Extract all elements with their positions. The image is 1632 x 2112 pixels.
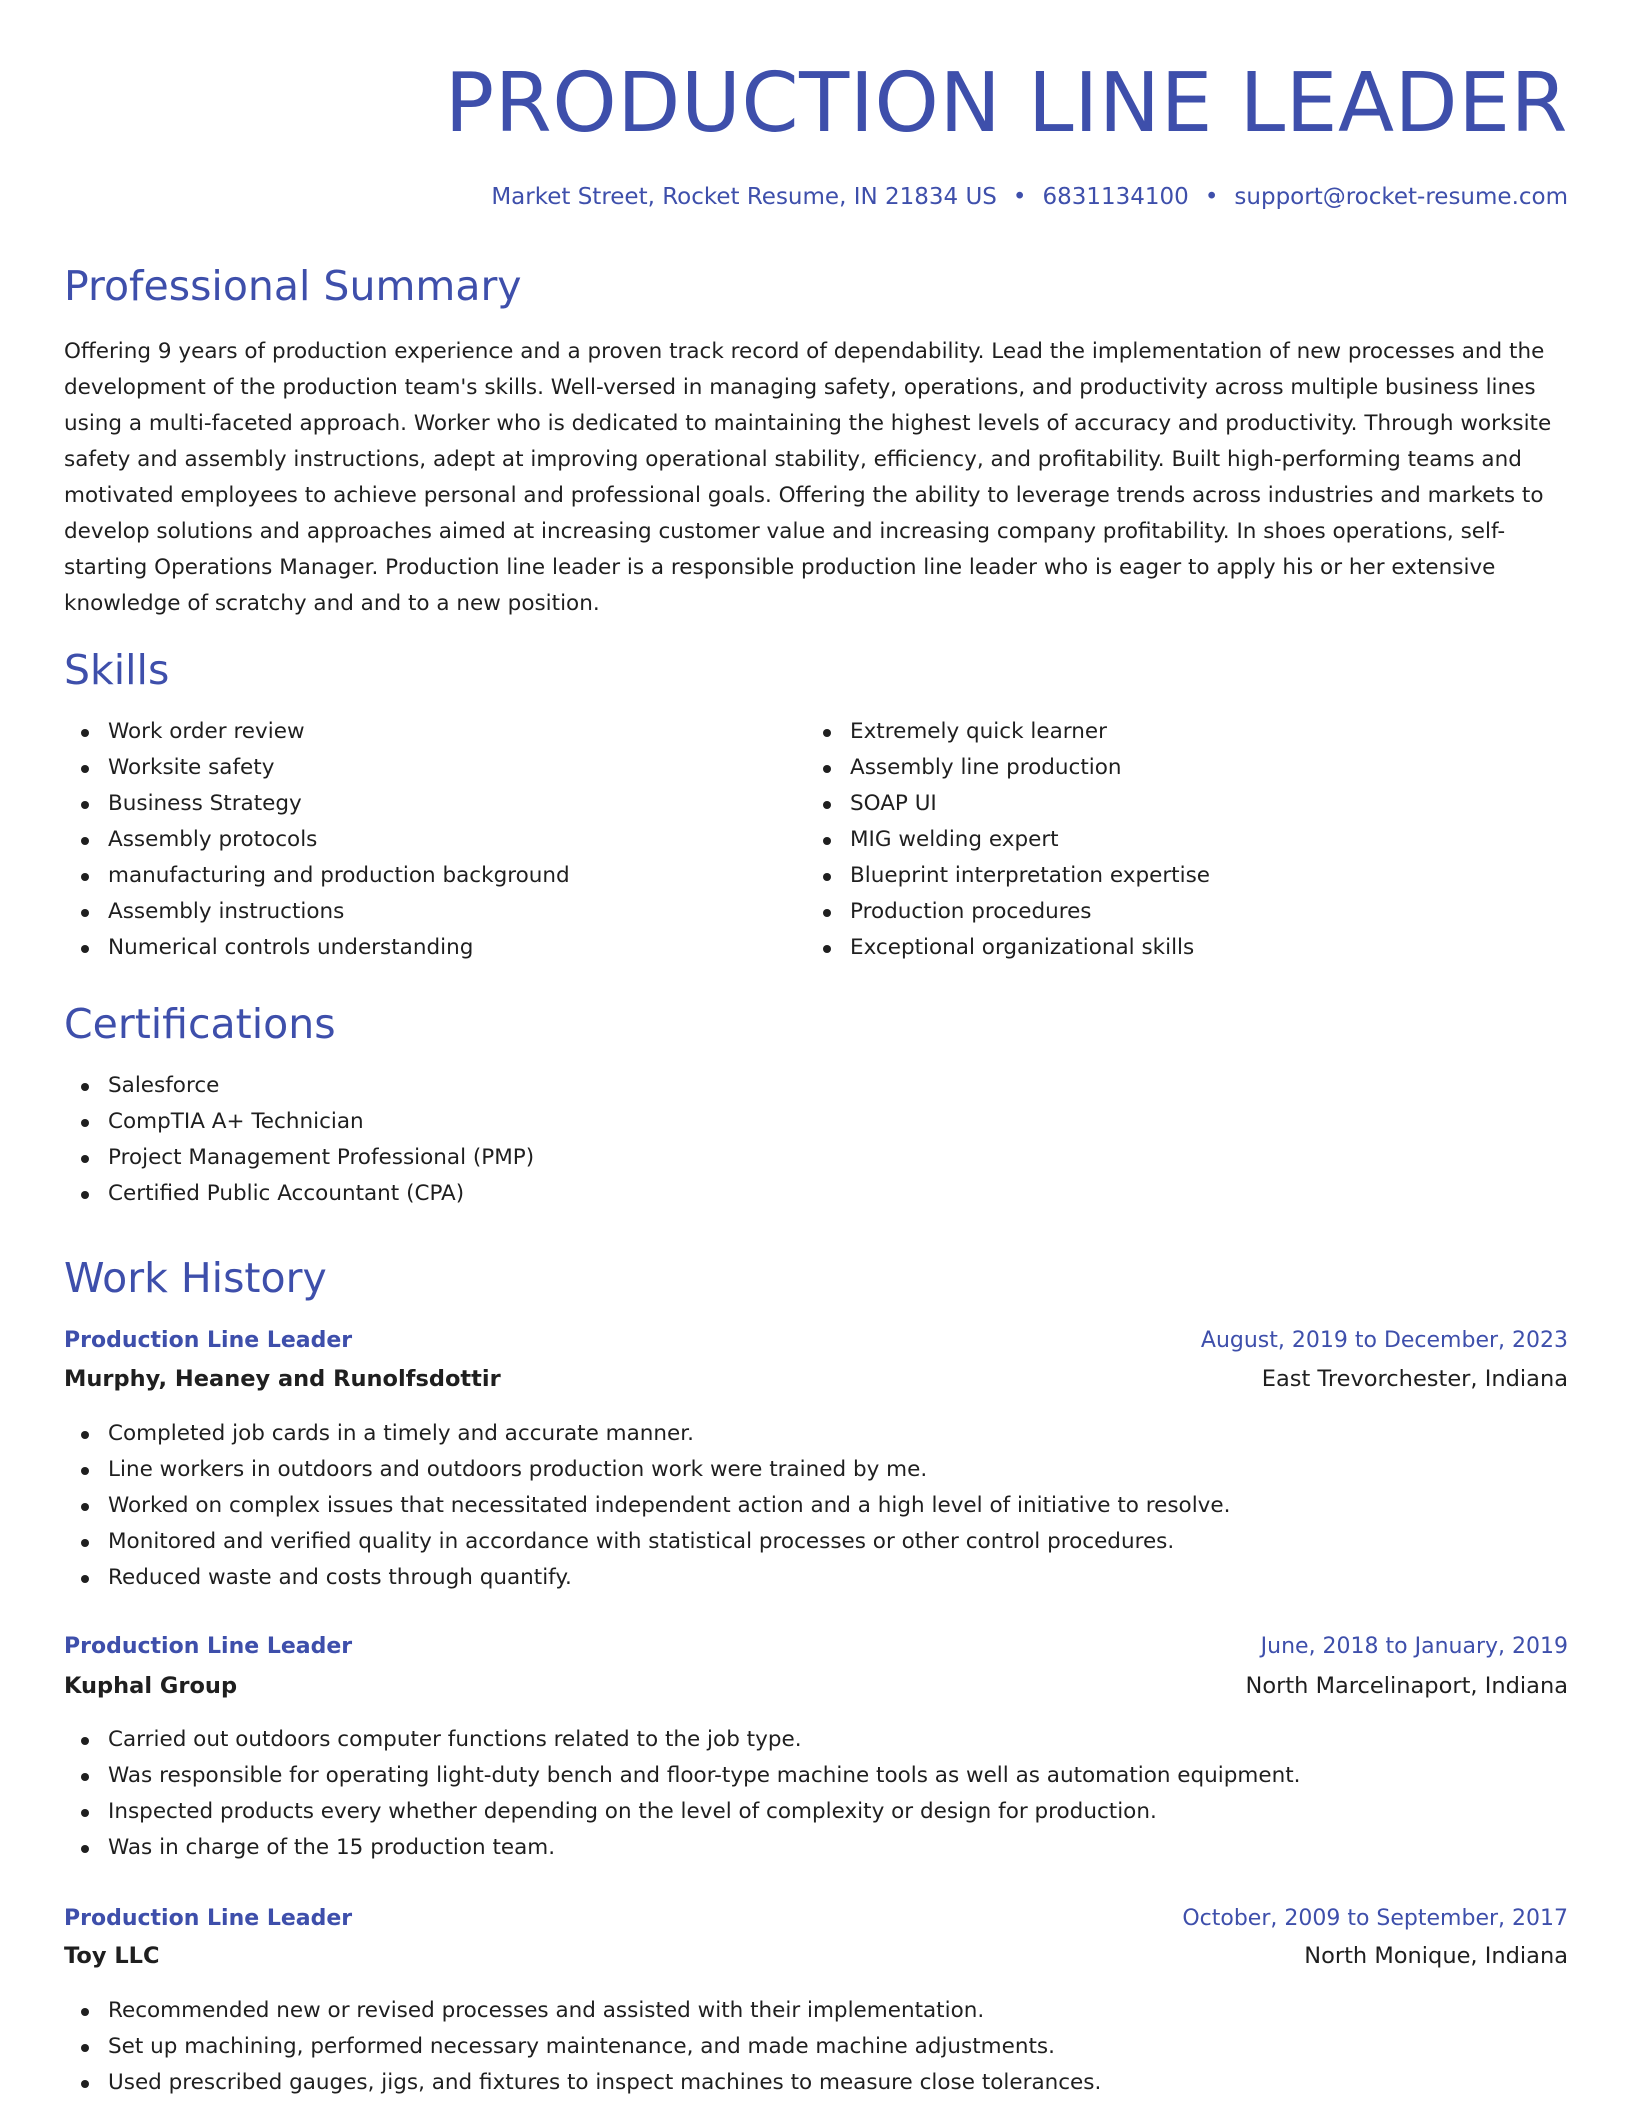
bullet-dot — [81, 1737, 89, 1745]
certification-text: Certified Public Accountant (CPA) — [108, 1181, 465, 1206]
bullet-dot — [81, 2044, 89, 2052]
certifications-heading: Certifications — [64, 1000, 336, 1048]
skill-text: Exceptional organizational skills — [850, 935, 1195, 960]
skill-text: Numerical controls understanding — [108, 935, 474, 960]
job-bullet-text: Worked on complex issues that necessitated independent action and a high level of initiative to resolve. — [108, 1493, 1231, 1518]
job-bullet — [64, 1488, 1230, 1524]
bullet-dot — [81, 765, 89, 773]
skill-text: Assembly line production — [850, 755, 1122, 780]
skill-text: Production procedures — [850, 899, 1092, 924]
job-bullet-text: Line workers in outdoors and outdoors production work were trained by me. — [108, 1457, 928, 1482]
skill-item — [806, 930, 1210, 966]
bullet-dot — [81, 1809, 89, 1817]
bullet-dot — [823, 801, 831, 809]
job-bullets — [64, 1722, 1301, 1866]
job-title: Production Line Leader — [64, 1906, 353, 1931]
summary-text: Offering 9 years of production experience and a proven track record of dependability. Lead the implementation of new processes and the development of the production team's skills. Well-versed in managing safety, operations, and productivity across multiple business lines using a multi-faceted approach. Worker who is dedicated to maintaining the highest levels of accuracy and productivity. Through worksite safety and assembly instructions, adept at improving operational stability, efficiency, and profitability. Built high-performing teams and motivated employees to achieve personal and professional goals. Offering the ability to leverage trends across industries and markets to develop solutions and approaches aimed at increasing customer value and increasing company profitability. In shoes operations, self-starting Operations Manager. Production line leader is a responsible production line leader who is eager to apply his or her extensive knowledge of scratchy and and to a new position. — [64, 339, 1552, 616]
job-bullet-text: Carried out outdoors computer functions related to the job type. — [108, 1727, 802, 1752]
job-company: Toy LLC — [64, 1943, 160, 1969]
skill-text: SOAP UI — [850, 791, 937, 816]
bullet-dot — [81, 1539, 89, 1547]
certification-text: Salesforce — [108, 1073, 220, 1098]
job-dates: August, 2019 to December, 2023 — [1200, 1328, 1568, 1353]
job-bullet-text: Completed job cards in a timely and accurate manner. — [108, 1421, 694, 1446]
skill-text: MIG welding expert — [850, 827, 1059, 852]
job-bullet-text: Was responsible for operating light-duty bench and floor-type machine tools as well as automation equipment. — [108, 1763, 1301, 1788]
job-bullet — [64, 1416, 1230, 1452]
skill-text: Assembly protocols — [108, 827, 318, 852]
certification-item — [64, 1104, 534, 1140]
job-bullet — [64, 1524, 1230, 1560]
skill-item — [64, 894, 570, 930]
bullet-dot — [81, 1575, 89, 1583]
certification-text: CompTIA A+ Technician — [108, 1109, 364, 1134]
skill-text: Worksite safety — [108, 755, 275, 780]
contact-separator: • — [1204, 184, 1219, 210]
bullet-dot — [823, 837, 831, 845]
bullet-dot — [823, 873, 831, 881]
skill-text: Assembly instructions — [108, 899, 345, 924]
job-title: Production Line Leader — [64, 1328, 353, 1353]
skill-item — [64, 822, 570, 858]
bullet-dot — [823, 729, 831, 737]
job-bullet-text: Inspected products every whether depending on the level of complexity or design for production. — [108, 1799, 1157, 1824]
skill-text: manufacturing and production background — [108, 863, 570, 888]
skill-text: Business Strategy — [108, 791, 302, 816]
bullet-dot — [81, 1845, 89, 1853]
job-location: North Monique, Indiana — [1304, 1943, 1568, 1969]
job-bullet — [64, 2029, 1101, 2065]
contact-phone: 6831134100 — [1042, 184, 1189, 210]
bullet-dot — [81, 729, 89, 737]
candidate-name: PRODUCTION LINE LEADER — [444, 56, 1568, 151]
skill-item — [64, 858, 570, 894]
job-bullets — [64, 1416, 1230, 1596]
bullet-dot — [823, 765, 831, 773]
job-bullet-text: Reduced waste and costs through quantify. — [108, 1565, 572, 1590]
contact-separator: • — [1012, 184, 1027, 210]
bullet-dot — [81, 1773, 89, 1781]
job-dates: June, 2018 to January, 2019 — [1260, 1634, 1568, 1659]
job-dates: October, 2009 to September, 2017 — [1182, 1906, 1568, 1931]
job-location: North Marcelinaport, Indiana — [1245, 1673, 1568, 1699]
skills-heading: Skills — [64, 646, 170, 694]
job-title: Production Line Leader — [64, 1634, 353, 1659]
skills-list-left — [64, 714, 570, 966]
bullet-dot — [81, 1467, 89, 1475]
bullet-dot — [81, 2080, 89, 2088]
contact-email: support@rocket-resume.com — [1234, 184, 1568, 210]
skill-item — [806, 858, 1210, 894]
job-bullet-text: Used prescribed gauges, jigs, and fixtures to inspect machines to measure close tolerances. — [108, 2070, 1102, 2095]
bullet-dot — [81, 945, 89, 953]
skill-item — [64, 750, 570, 786]
contact-line — [491, 180, 1568, 214]
certification-item — [64, 1176, 534, 1212]
bullet-dot — [81, 1155, 89, 1163]
job-bullet-text: Recommended new or revised processes and assisted with their implementation. — [108, 1998, 985, 2023]
certification-text: Project Management Professional (PMP) — [108, 1145, 535, 1170]
job-bullet — [64, 1794, 1301, 1830]
skill-item — [806, 714, 1210, 750]
bullet-dot — [81, 1119, 89, 1127]
bullet-dot — [81, 1431, 89, 1439]
skill-text: Blueprint interpretation expertise — [850, 863, 1211, 888]
job-bullet — [64, 1722, 1301, 1758]
skill-item — [806, 786, 1210, 822]
certifications-list — [64, 1068, 534, 1212]
skill-item — [64, 786, 570, 822]
certification-item — [64, 1068, 534, 1104]
job-bullet — [64, 1560, 1230, 1596]
bullet-dot — [81, 2008, 89, 2016]
skill-text: Extremely quick learner — [850, 719, 1107, 744]
skill-item — [806, 750, 1210, 786]
skill-item — [64, 930, 570, 966]
job-company: Kuphal Group — [64, 1673, 238, 1699]
skill-item — [806, 822, 1210, 858]
bullet-dot — [823, 945, 831, 953]
skill-item — [64, 714, 570, 750]
job-bullet-text: Was in charge of the 15 production team. — [108, 1835, 556, 1860]
bullet-dot — [81, 1503, 89, 1511]
job-company: Murphy, Heaney and Runolfsdottir — [64, 1366, 501, 1392]
work-history-heading: Work History — [64, 1254, 327, 1302]
skills-list-right — [806, 714, 1210, 966]
job-bullets — [64, 1993, 1101, 2101]
bullet-dot — [81, 1191, 89, 1199]
bullet-dot — [823, 909, 831, 917]
job-bullet-text: Monitored and verified quality in accordance with statistical processes or other control procedures. — [108, 1529, 1175, 1554]
summary-heading: Professional Summary — [64, 262, 522, 310]
job-location: East Trevorchester, Indiana — [1261, 1366, 1568, 1392]
job-bullet — [64, 1830, 1301, 1866]
skill-item — [806, 894, 1210, 930]
job-bullet — [64, 1993, 1101, 2029]
certification-item — [64, 1140, 534, 1176]
job-bullet-text: Set up machining, performed necessary maintenance, and made machine adjustments. — [108, 2034, 1055, 2059]
job-bullet — [64, 2065, 1101, 2101]
bullet-dot — [81, 873, 89, 881]
contact-address: Market Street, Rocket Resume, IN 21834 US — [491, 184, 997, 210]
bullet-dot — [81, 837, 89, 845]
job-bullet — [64, 1758, 1301, 1794]
bullet-dot — [81, 1083, 89, 1091]
bullet-dot — [81, 801, 89, 809]
bullet-dot — [81, 909, 89, 917]
job-bullet — [64, 1452, 1230, 1488]
skill-text: Work order review — [108, 719, 305, 744]
